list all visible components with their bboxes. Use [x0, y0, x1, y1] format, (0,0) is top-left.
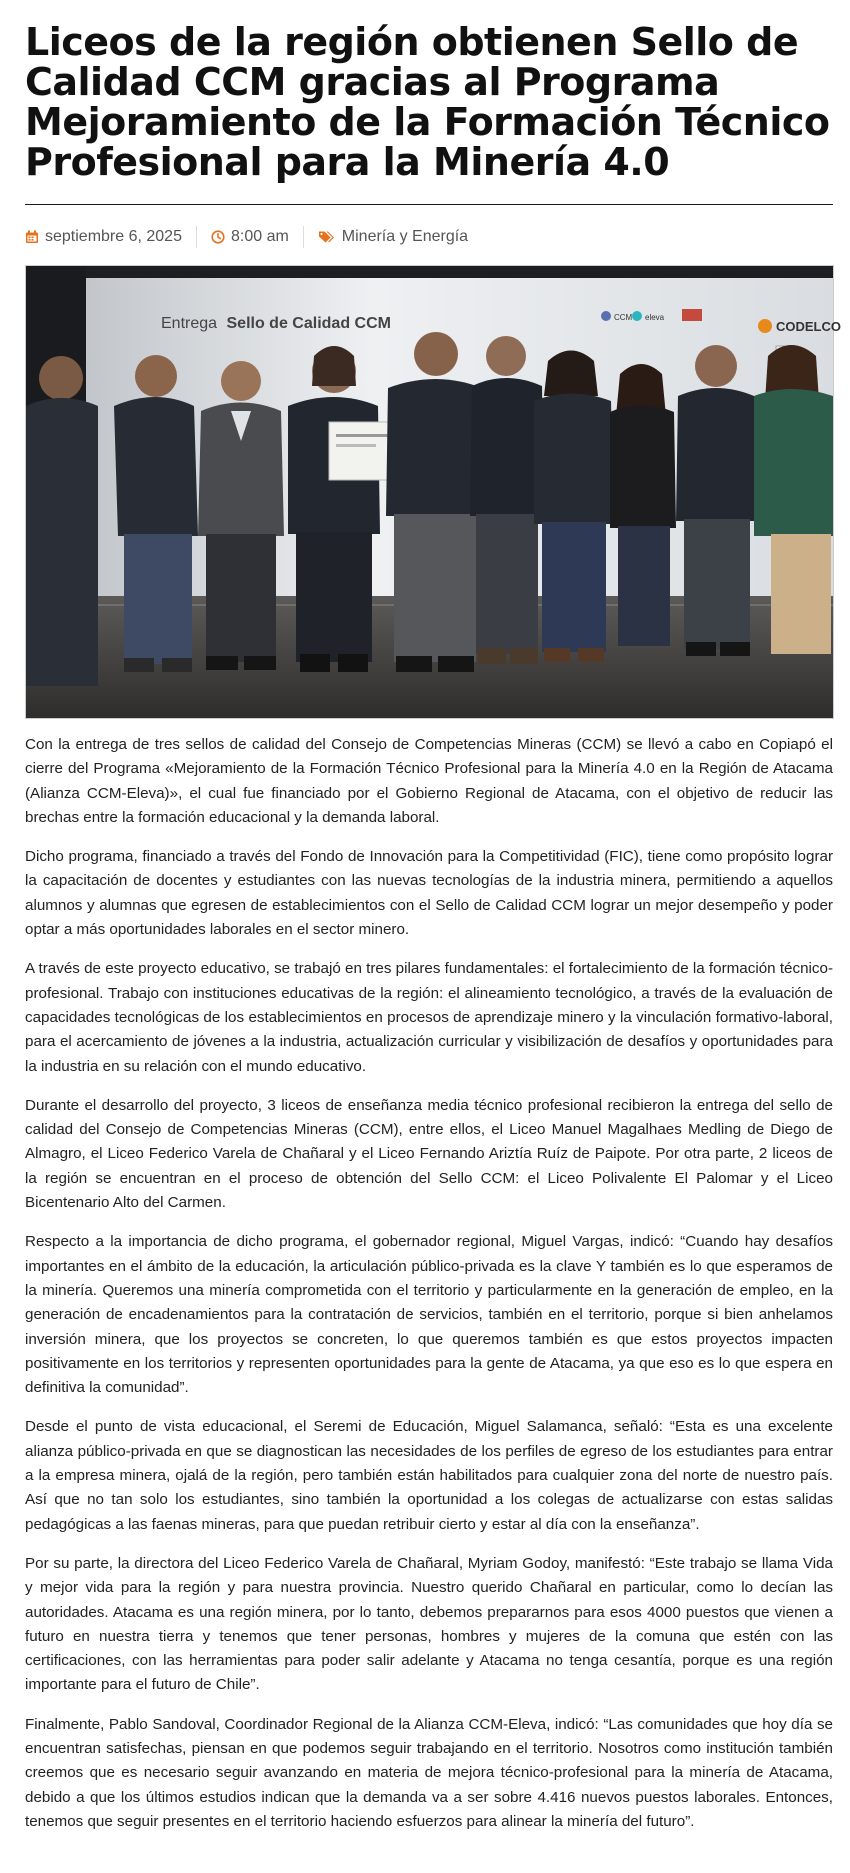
paragraph: Durante el desarrollo del proyecto, 3 liceos de enseñanza media técnico profesional recibieron la entrega del sello de calidad del Consejo de Competencias Mineras (CCM), entre ellos, el Liceo Manuel Magalhaes Medling de Diego de Almagro, el Liceo Federico Varela de Chañaral y el Liceo Fernando Ariztía Ruíz de Paipote. Por otra parte, 2 liceos de la región se encuentran en el proceso de obtención del Sello CCM: el Liceo Polivalente El Palomar y el Liceo Bicentenario Alto del Carmen. [25, 1096, 833, 1212]
meta-separator [303, 226, 304, 248]
title-divider [25, 204, 833, 205]
article-photo [25, 265, 841, 719]
photo-logo-codelco: CODELCO [776, 319, 841, 334]
article-container [25, 20, 841, 1849]
meta-category-link: Minería y Energía [341, 228, 469, 245]
paragraph: Finalmente, Pablo Sandoval, Coordinador Regional de la Alianza CCM-Eleva, indicó: “Las comunidades que hoy día se encuentran satisfechas, piensan en que podemos seguir trabajando en el territorio. Nosotros como institución también creemos que es necesario seguir avanzando en materia de mejora técnico-profesional para la minería de Atacama, debido a que los últimos estudios indican que la demanda va a ser sobre 4.416 nuevos puestos laborales. Entonces, tenemos que seguir presentes en el territorio haciendo esfuerzos para alinear la minería del futuro”. [25, 1715, 833, 1830]
photo-logo-eleva: eleva [645, 313, 665, 322]
paragraph: Con la entrega de tres sellos de calidad del Consejo de Competencias Mineras (CCM) se llevó a cabo en Copiapó el cierre del Programa «Mejoramiento de la Formación Técnico Profesional para la Minería 4.0 en la Región de Atacama (Alianza CCM-Eleva)», el cual fue financiado por el Gobierno Regional de Atacama, con el objetivo de reducir las brechas entre la formación educacional y la demanda laboral. [25, 736, 833, 826]
meta-time-text: 8:00 am [230, 228, 289, 245]
meta-category[interactable] [318, 228, 468, 246]
article-title: Liceos de la región obtienen Sello de Calidad CCM gracias al Programa Mejoramiento de la Formación Técnico Profesional para la Minería 4.0 [25, 20, 830, 184]
paragraph: Respecto a la importancia de dicho programa, el gobernador regional, Miguel Vargas, indicó: “Cuando hay desafíos importantes en el ámbito de la educación, la articulación público-privada es la clave Y también es lo que esperamos de la minería. Queremos una minería comprometida con el territorio y particularmente en la generación de empleo, en la generación de encadenamientos para la contratación de servicios, también en el territorio, porque si bien anhelamos inversión minera, que los proyectos se concreten, lo que queremos también es que estos proyectos impacten positivamente en los territorios y representen oportunidades para la gente de Atacama, ya que eso es lo que espera en definitiva la comunidad”. [25, 1233, 833, 1397]
paragraph: A través de este proyecto educativo, se trabajó en tres pilares fundamentales: el fortalecimiento de la formación técnico-profesional. Trabajo con instituciones educativas de la región: el alineamiento tecnológico, a través de la evaluación de capacidades tecnológicas de los establecimientos en procesos de aprendizaje minero y la vinculación formativo-laboral, para el acercamiento de jóvenes a la industria, actualización curricular y visibilización de desafíos y oportunidades para la industria en su relación con el mundo educativo. [25, 960, 833, 1075]
meta-time [211, 228, 289, 246]
event-photo-illustration [26, 266, 841, 718]
photo-banner-prefix: Entrega [161, 315, 218, 332]
paragraph: Dicho programa, financiado a través del Fondo de Innovación para la Competitividad (FIC), tiene como propósito lograr la capacitación de docentes y estudiantes con las nuevas tecnologías de la industria minera, permitiendo a aquellos alumnos y alumnas que egresen de establecimientos con el Sello de Calidad CCM lograr un mejor desempeño y poder optar a más oportunidades laborales en el sector minero. [25, 848, 833, 939]
svg-text:Entrega Sello de Calid [161, 315, 391, 332]
article-meta [25, 223, 833, 251]
meta-date-text: septiembre 6, 2025 [45, 228, 182, 245]
people-group [26, 332, 833, 686]
tags-icon [318, 230, 336, 244]
clock-icon [211, 230, 225, 244]
photo-logo-ccm: CCM [614, 313, 633, 322]
article-body [25, 733, 833, 1834]
meta-date[interactable] [25, 228, 182, 246]
calendar-icon [25, 230, 39, 244]
paragraph: Desde el punto de vista educacional, el Seremi de Educación, Miguel Salamanca, señaló: “Esta es una excelente alianza público-privada en que se diagnostican las necesidades de los perfiles de egreso de los estudiantes para entrar a la empresa minera, ojalá de la región, pero también están habilitados para cualquier zona del norte de nuestro país. Así que no tan solo los estudiantes, sino también la oportunidad a los colegas de actualizarse con estas salidas pedagógicas a las faenas mineras, para que puedan retribuir cierto y estar al día con la enseñanza”. [25, 1418, 833, 1533]
meta-separator [196, 226, 197, 248]
photo-banner-bold: Sello de Calidad CCM [226, 315, 391, 332]
paragraph: Por su parte, la directora del Liceo Federico Varela de Chañaral, Myriam Godoy, manifestó: “Este trabajo se llama Vida y mejor vida para la región y para nuestra provincia. Nuestro querido Chañaral en particular, como lo decían las autoridades. Atacama es una región minera, por lo tanto, debemos prepararnos para esos 4000 puestos que vienen a futuro en nuestra tierra y tenemos que tener personas, hombres y mujeres de la comuna que estén con las certificaciones, con las herramientas para poder salir adelante y Atacama no tenga cesantía, porque es una región importante para el futuro de Chile”. [25, 1554, 833, 1694]
